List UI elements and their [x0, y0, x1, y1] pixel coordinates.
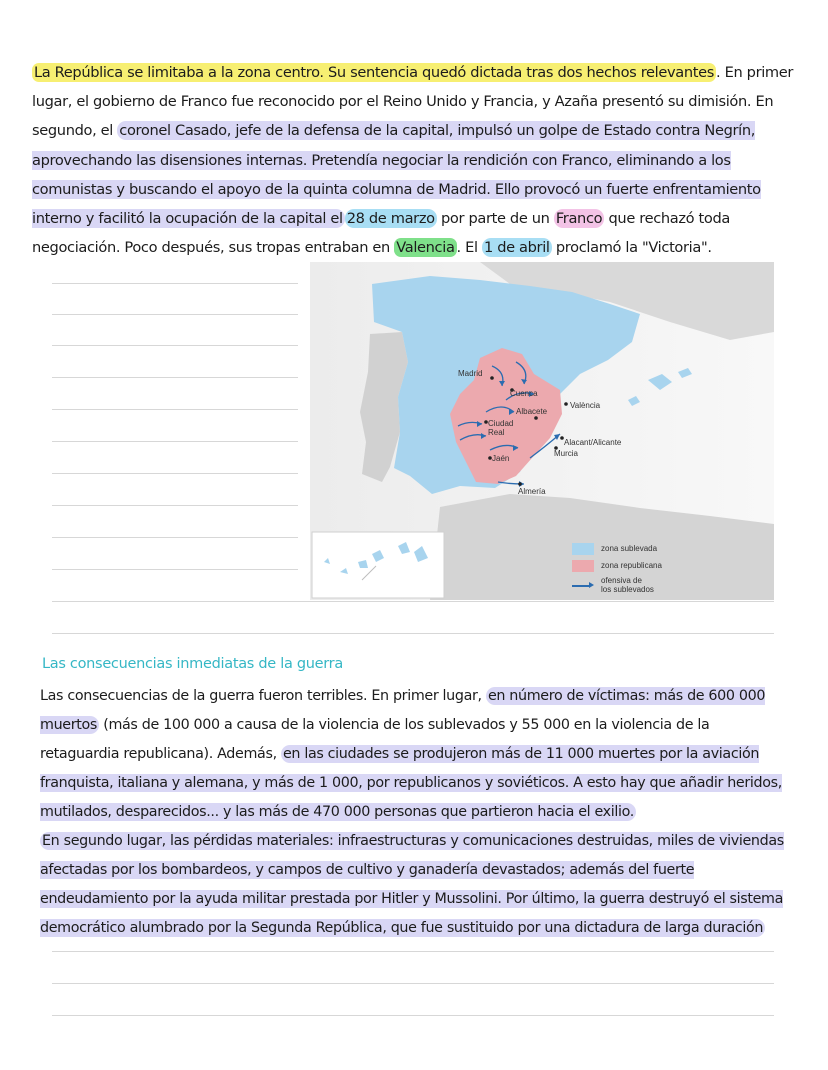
label-murcia: Murcia	[554, 449, 579, 458]
label-madrid: Madrid	[458, 369, 483, 378]
label-almeria: Almería	[518, 487, 546, 496]
paragraph-victimas: Las consecuencias de la guerra fueron terribles. En primer lugar, en número de víctimas: más de 600 000 muertos (más de 100 000 a causa de la violencia de los sublevados y 55 000 en la violencia de la retaguardia republicana). Además, en las ciudades se produjeron más de 11 000 muertes por la aviación franquista, italiana y alemana, y más de 1 000, por republicanos y soviéticos. A esto hay que añadir heridos, mutilados, desparecidos... y las más de 470 000 personas que partieron hacia el exilio.	[40, 688, 782, 820]
legend-sublevada: zona sublevada	[572, 540, 662, 557]
label-ciudad: Ciudad	[488, 419, 514, 428]
map-legend	[572, 540, 662, 596]
paragraph-republic-end: La República se limitaba a la zona centro. Su sentencia quedó dictada tras dos hechos relevantes . En primer lugar, el gobierno de Franco fue reconocido por el Reino Unido y Francia, y Azaña presentó su dimisión. En segundo, el coronel Casado, jefe de la defensa de la capital, impulsó un golpe de Estado contra Negrín, aprovechando las disensiones internas. Pretendía negociar la rendición con Franco, eliminando a los comunistas y buscando el apoyo de la quinta columna de Madrid. Ello provocó un fuerte enfrentamiento interno y facilitó la ocupación de la capital el 28 de marzo por parte de un Franco que rechazó toda negociación. Poco después, sus tropas entraban en Valencia . El 1 de abril proclamó la "Victoria".	[32, 64, 794, 257]
highlight-valencia: Valencia	[396, 239, 455, 257]
legend-swatch-sublevada	[572, 543, 594, 555]
spain-map	[310, 262, 774, 600]
highlight-aviacion: en las ciudades se produjeron más de 11 000 muertes por la aviación franquista, italiana y alemana, y más de 1 000, por republicanos y soviéticos. A esto hay que añadir heridos, mutilados, desparecidos... y las más de 470 000 personas que partieron hacia el exilio.	[40, 746, 782, 820]
label-albacete: Albacete	[516, 407, 548, 416]
canary-inset-frame	[312, 532, 444, 598]
highlight-yellow-sentence: La República se limitaba a la zona centro. Su sentencia quedó dictada tras dos hechos relevantes	[34, 64, 715, 81]
label-jaen: Jaén	[492, 454, 510, 463]
label-real: Real	[488, 428, 505, 437]
label-alicante: Alacant/Alicante	[564, 438, 622, 447]
highlight-date-28-marzo: 28 de marzo	[346, 210, 435, 228]
paragraph-perdidas	[40, 827, 790, 943]
legend-ofensiva: ofensiva de los sublevados	[572, 574, 662, 596]
legend-swatch-republicana	[572, 560, 594, 572]
highlight-perdidas: En segundo lugar, las pérdidas materiales: infraestructuras y comunicaciones destruidas, miles de viviendas afectadas por los bombardeos, y campos de cultivo y ganadería devastados; además del fuerte endeudamiento por la ayuda militar prestada por Hitler y Mussolini. Por último, la guerra destruyó el sistema democrático alumbrado por la Segunda República, que fue sustituido por una dictadura de larga duración	[40, 833, 784, 936]
highlight-franco: Franco	[555, 210, 603, 228]
label-valencia: València	[570, 401, 601, 410]
legend-arrow-icon	[572, 579, 594, 591]
highlight-casado: coronel Casado, jefe de la defensa de la capital, impulsó un golpe de Estado contra Negrín, aprovechando las disensiones internas. Pretendía negociar la rendición con Franco, eliminando a los comunistas y buscando el apoyo de la quinta columna de Madrid. Ello provocó un fuerte enfrentamiento interno y facilitó la ocupación de la capital el	[32, 122, 761, 228]
label-cuenca: Cuenca	[510, 389, 538, 398]
spain-map-figure	[310, 262, 774, 600]
highlight-victimas: en número de víctimas: más de 600 000 muertos	[40, 688, 766, 733]
section-title-consecuencias: Las consecuencias inmediatas de la guerra	[42, 656, 343, 672]
highlight-date-1-abril: 1 de abril	[483, 239, 550, 257]
legend-republicana: zona republicana	[572, 557, 662, 574]
